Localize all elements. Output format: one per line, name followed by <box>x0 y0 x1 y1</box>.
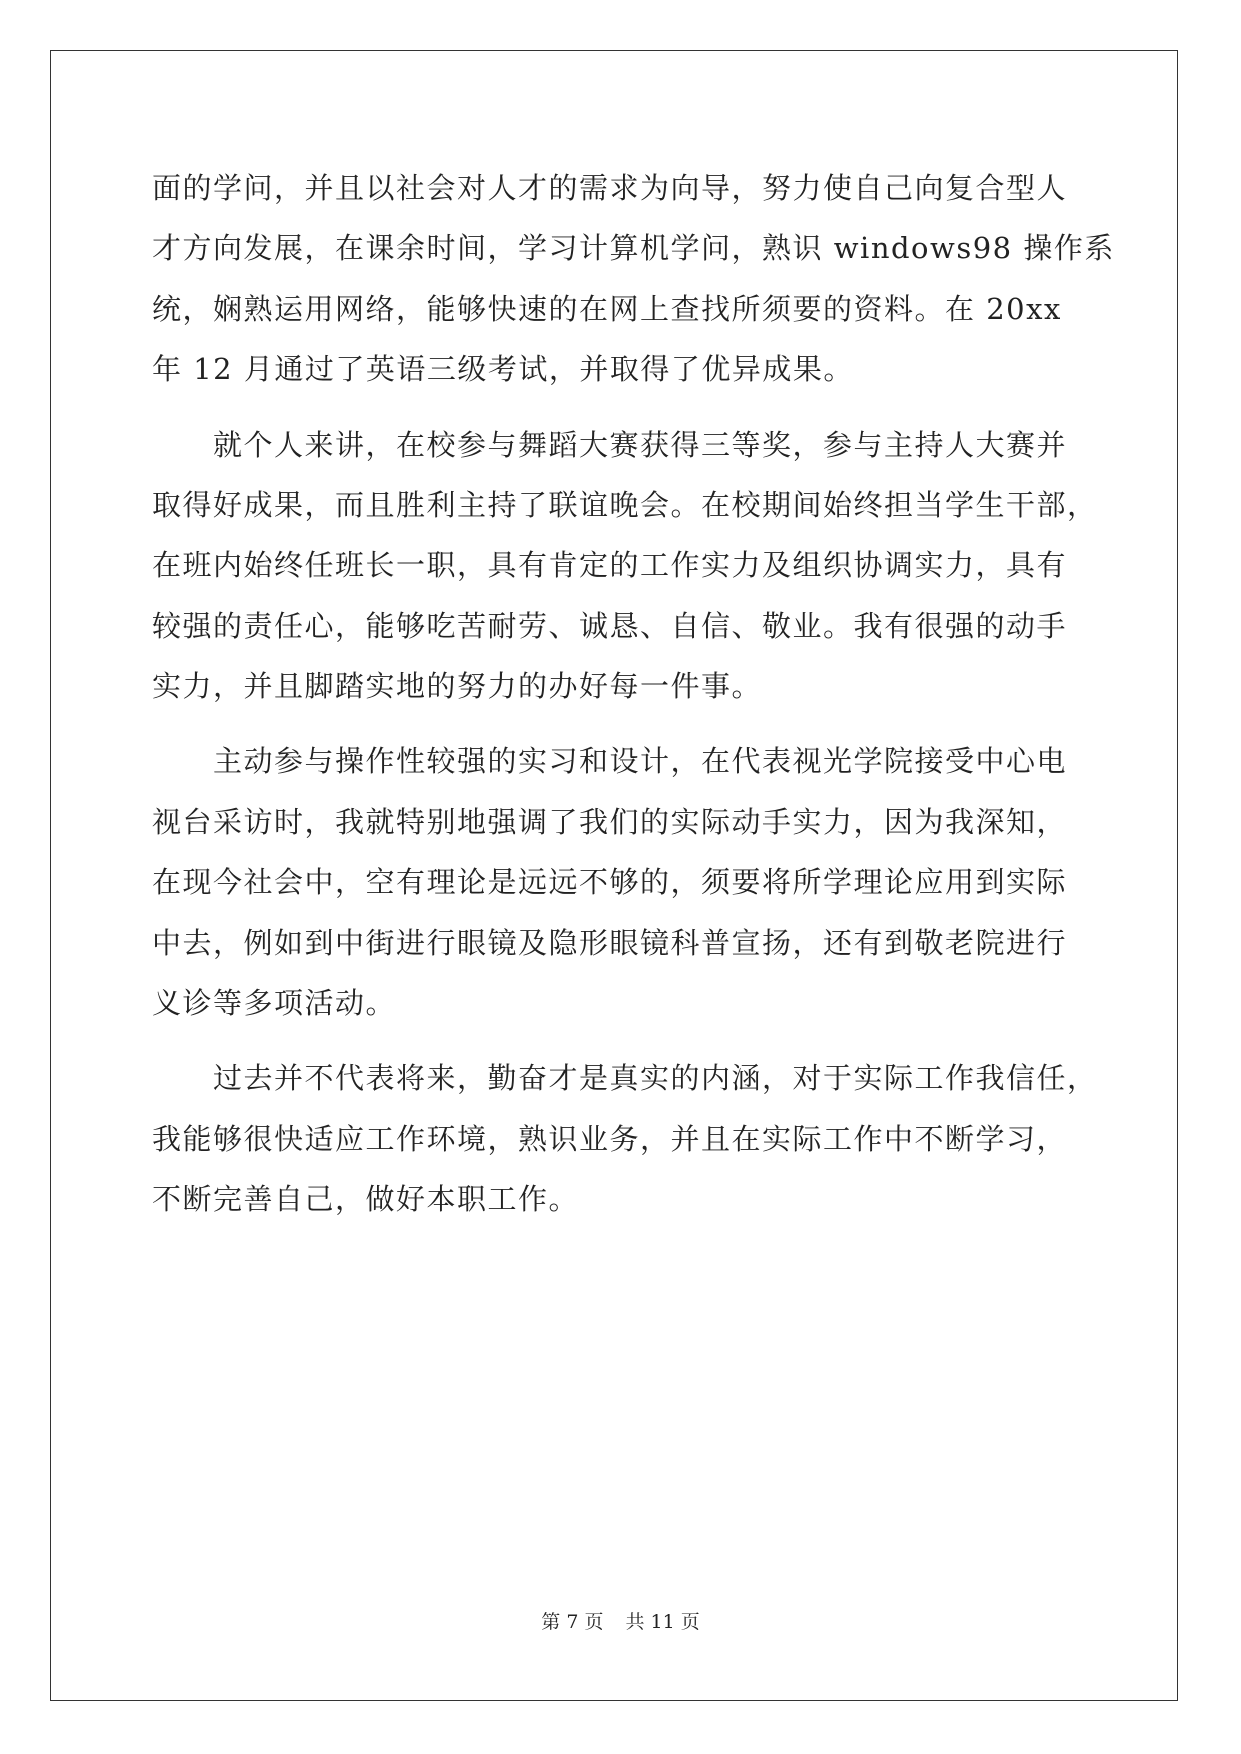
text-line: 视台采访时，我就特别地强调了我们的实际动手实力，因为我深知， <box>152 805 1068 839</box>
text-line: 在现今社会中，空有理论是远远不够的，须要将所学理论应用到实际 <box>152 865 1068 899</box>
text-line: 较强的责任心，能够吃苦耐劳、诚恳、自信、敬业。我有很强的动手 <box>152 609 1068 643</box>
text-line: 义诊等多项活动。 <box>152 986 397 1020</box>
page-footer <box>0 1610 1241 1634</box>
text-line: 面的学问，并且以社会对人才的需求为向导，努力使自己向复合型人 <box>152 171 1068 205</box>
text-line: 不断完善自己，做好本职工作。 <box>152 1182 580 1216</box>
text-line: 取得好成果，而且胜利主持了联谊晚会。在校期间始终担当学生干部， <box>152 488 1098 522</box>
text-line: 在班内始终任班长一职，具有肯定的工作实力及组织协调实力，具有 <box>152 548 1068 582</box>
text-line: 中去，例如到中街进行眼镜及隐形眼镜科普宣扬，还有到敬老院进行 <box>152 926 1068 960</box>
paragraph-start-line: 主动参与操作性较强的实习和设计，在代表视光学院接受中心电 <box>213 744 1068 778</box>
page-total: 共 11 页 <box>625 1611 700 1633</box>
text-line: 我能够很快适应工作环境，熟识业务，并且在实际工作中不断学习， <box>152 1122 1068 1156</box>
text-line: 年 12 月通过了英语三级考试，并取得了优异成果。 <box>152 352 854 386</box>
paragraph-start-line: 过去并不代表将来，勤奋才是真实的内涵，对于实际工作我信任， <box>213 1061 1098 1095</box>
paragraph-start-line: 就个人来讲，在校参与舞蹈大赛获得三等奖，参与主持人大赛并 <box>213 428 1068 462</box>
text-line: 才方向发展，在课余时间，学习计算机学问，熟识 windows98 操作系 <box>152 231 1115 265</box>
text-line: 实力，并且脚踏实地的努力的办好每一件事。 <box>152 669 763 703</box>
text-line: 统，娴熟运用网络，能够快速的在网上查找所须要的资料。在 20xx <box>152 292 1062 326</box>
page-number: 第 7 页 <box>541 1611 604 1633</box>
